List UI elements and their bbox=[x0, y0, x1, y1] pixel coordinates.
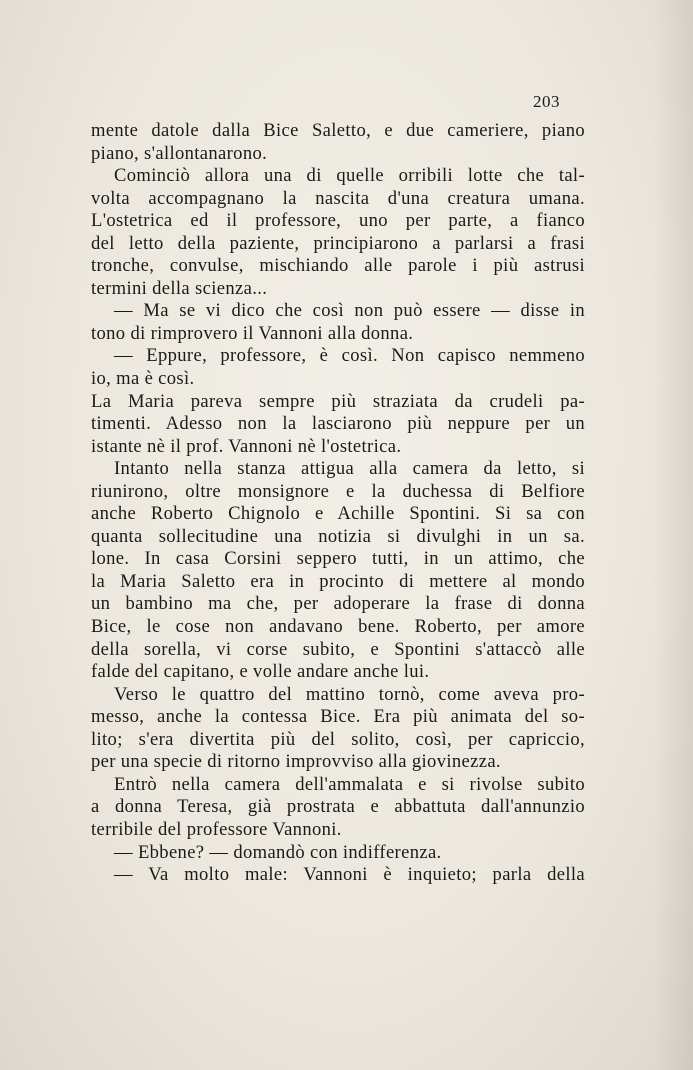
text-line: riunirono, oltre monsignore e la duchessa di Belfiore bbox=[91, 480, 585, 502]
text-line: tronche, convulse, mischiando alle parole i più astrusi bbox=[91, 255, 585, 277]
text-line: falde del capitano, e volle andare anche lui. bbox=[91, 661, 430, 683]
text-line: lone. In casa Corsini seppero tutti, in un attimo, che bbox=[91, 548, 585, 570]
text-line: piano, s'allontanarono. bbox=[91, 142, 268, 164]
page-number: 203 bbox=[533, 92, 560, 111]
text-line: termini della scienza... bbox=[91, 277, 268, 299]
text-line: lito; s'era divertita più del solito, così, per capriccio, bbox=[91, 728, 585, 750]
text-line: La Maria pareva sempre più straziata da crudeli pa- bbox=[91, 390, 585, 412]
text-line: a donna Teresa, già prostrata e abbattuta dall'annunzio bbox=[91, 796, 585, 818]
text-line: io, ma è così. bbox=[91, 368, 195, 390]
text-line: volta accompagnano la nascita d'una creatura umana. bbox=[91, 187, 585, 209]
text-line: istante nè il prof. Vannoni nè l'ostetrica. bbox=[91, 435, 402, 457]
text-line: terribile del professore Vannoni. bbox=[91, 818, 342, 840]
text-line: Entrò nella camera dell'ammalata e si rivolse subito bbox=[114, 773, 585, 795]
text-line: mente datole dalla Bice Saletto, e due cameriere, piano bbox=[91, 120, 585, 141]
text-line: della sorella, vi corse subito, e Spontini s'attaccò alle bbox=[91, 638, 585, 660]
text-line: L'ostetrica ed il professore, uno per parte, a fianco bbox=[91, 210, 585, 232]
text-line: Bice, le cose non andavano bene. Roberto, per amore bbox=[91, 616, 585, 638]
text-line: Cominciò allora una di quelle orribili lotte che tal- bbox=[114, 165, 585, 187]
text-line: messo, anche la contessa Bice. Era più animata del so- bbox=[91, 706, 585, 728]
body-text bbox=[91, 120, 585, 887]
text-line: la Maria Saletto era in procinto di mettere al mondo bbox=[91, 570, 585, 592]
text-line: tono di rimprovero il Vannoni alla donna. bbox=[91, 322, 414, 344]
text-line: un bambino ma che, per adoperare la frase di donna bbox=[91, 593, 585, 615]
text-line: anche Roberto Chignolo e Achille Spontini. Si sa con bbox=[91, 503, 585, 525]
text-line: del letto della paziente, principiarono a parlarsi a frasi bbox=[91, 232, 585, 254]
text-line: Verso le quattro del mattino tornò, come aveva pro- bbox=[114, 683, 585, 705]
text-line: — Eppure, professore, è così. Non capisco nemmeno bbox=[114, 345, 585, 367]
text-line: timenti. Adesso non la lasciarono più neppure per un bbox=[91, 413, 585, 435]
text-line: Intanto nella stanza attigua alla camera da letto, si bbox=[114, 458, 585, 480]
text-line: — Va molto male: Vannoni è inquieto; parla della bbox=[114, 864, 585, 886]
page-edge-shadow bbox=[653, 0, 693, 1070]
text-line: — Ebbene? — domandò con indifferenza. bbox=[114, 841, 442, 863]
text-line: — Ma se vi dico che così non può essere — disse in bbox=[114, 300, 585, 322]
text-line: quanta sollecitudine una notizia si divulghi in un sa. bbox=[91, 525, 585, 547]
text-line: per una specie di ritorno improvviso alla giovinezza. bbox=[91, 751, 501, 773]
